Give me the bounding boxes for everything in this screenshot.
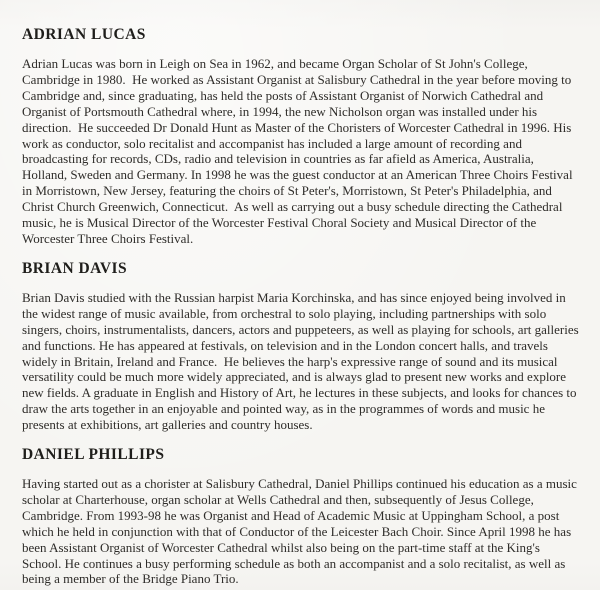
bio-paragraph-daniel-phillips: Having started out as a chorister at Salisbury Cathedral, Daniel Phillips continued his education as a music scholar at Charterhouse, organ scholar at Wells Cathedral and then, subsequently of Jesus College, Cambridge. From 1993-98 he was Organist and Head of Academic Music at Uppingham School, a post which he held in conjunction with that of Conductor of the Leicester Bach Choir. Since April 1998 he has been Assistant Organist of Worcester Cathedral whilst also being on the part-time staff at the King's School. He continues a busy performing schedule as both an accompanist and a solo recitalist, as well as being a member of the Bridge Piano Trio. [22,476,581,587]
bio-section-adrian-lucas [22,26,580,247]
bio-section-daniel-phillips [22,446,580,587]
bio-heading-adrian-lucas: ADRIAN LUCAS [22,26,146,43]
bio-heading-brian-davis: BRIAN DAVIS [22,259,128,277]
bio-heading-daniel-phillips: DANIEL PHILLIPS [22,446,165,464]
bio-section-brian-davis [22,260,580,433]
bio-paragraph-brian-davis: Brian Davis studied with the Russian harpist Maria Korchinska, and has since enjoyed being involved in the widest range of music available, from orchestral to solo playing, including partnerships with solo singers, choirs, instrumentalists, dancers, actors and puppeteers, as well as playing for schools, art galleries and functions. He has appeared at festivals, on television and in the London concert halls, and travels widely in Britain, Ireland and France. He believes the harp's expressive range of sound and its musical versatility could be much more widely appreciated, and is always glad to present new works and explore new fields. A graduate in English and History of Art, he lectures in these subjects, and looks for chances to draw the arts together in an enjoyable and pointed way, as in the programmes of words and music he presents at exhibitions, art galleries and country houses. [22,289,582,433]
bio-paragraph-adrian-lucas: Adrian Lucas was born in Leigh on Sea in 1962, and became Organ Scholar of St John's College, Cambridge in 1980. He worked as Assistant Organist at Salisbury Cathedral in the year before moving to Cambridge and, since graduating, has held the posts of Assistant Organist of Norwich Cathedral and Organist of Portsmouth Cathedral where, in 1994, the new Nicholson organ was installed under his direction. He succeeded Dr Donald Hunt as Master of the Choristers of Worcester Cathedral in 1996. His work as conductor, solo recitalist and accompanist has included a large amount of recording and broadcasting for records, CDs, radio and television in countries as far afield as America, Australia, Holland, Sweden and Germany. In 1998 he was the guest conductor at an American Three Choirs Festival in Morristown, New Jersey, featuring the choirs of St Peter's, Morristown, St Peter's Philadelphia, and Christ Church Greenwich, Connecticut. As well as carrying out a busy schedule directing the Cathedral music, he is Musical Director of the Worcester Festival Choral Society and Musical Director of the Worcester Three Choirs Festival. [22,56,576,246]
